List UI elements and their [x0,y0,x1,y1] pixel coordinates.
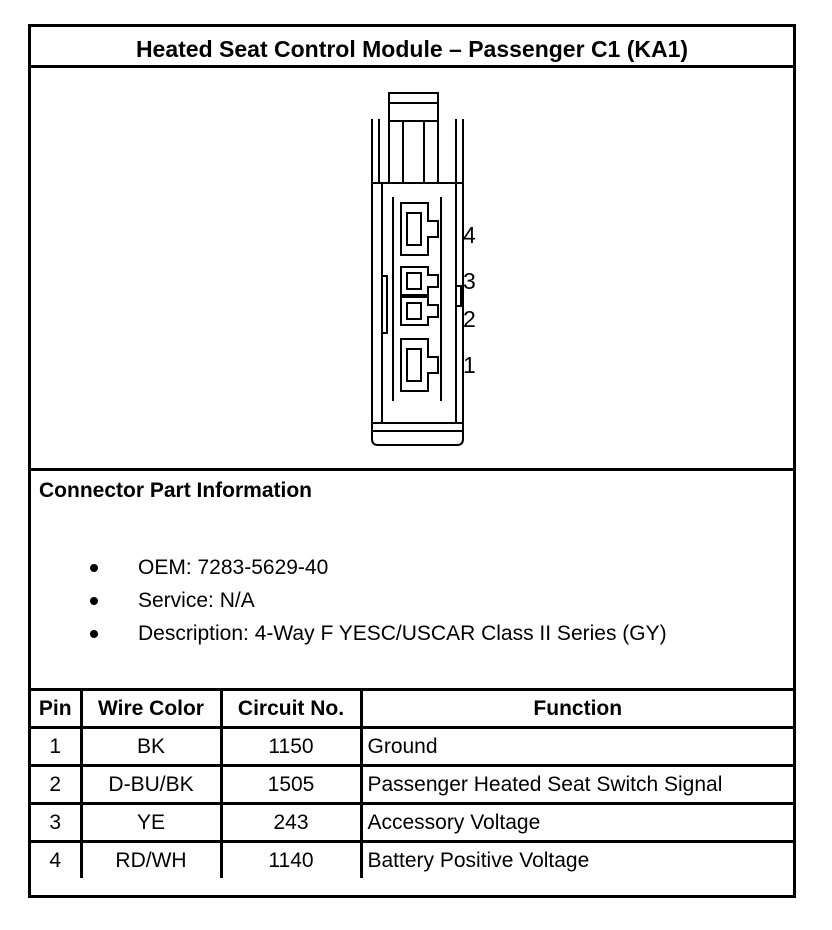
table-row [31,804,793,842]
connector-sheet [28,24,796,898]
table-row [31,842,793,879]
list-item [81,551,667,584]
list-item [81,584,667,617]
table-row [31,728,793,766]
list-item [81,617,667,650]
pin-cell: 4 [31,842,81,879]
header-pin: Pin [31,691,81,728]
pin-label-4: 4 [463,222,476,248]
bullet-icon [90,597,98,605]
pinout-table [31,691,793,878]
diagram-divider [31,468,793,471]
header-circuit: Circuit No. [221,691,361,728]
pin-cell: 3 [31,804,81,842]
bullet-icon [90,564,98,572]
bullet-icon [90,630,98,638]
wire-color-cell: D-BU/BK [81,766,221,804]
header-function: Function [361,691,793,728]
wire-color-cell: BK [81,728,221,766]
wire-color-cell: RD/WH [81,842,221,879]
pin-cell: 1 [31,728,81,766]
title-divider [31,65,793,68]
function-cell: Ground [361,728,793,766]
wire-color-cell: YE [81,804,221,842]
connector-info-list [81,551,667,650]
function-cell: Passenger Heated Seat Switch Signal [361,766,793,804]
table-row [31,766,793,804]
circuit-cell: 1505 [221,766,361,804]
connector-diagram [31,71,793,471]
connector-outline [372,93,463,445]
function-cell: Accessory Voltage [361,804,793,842]
oem-text: OEM: 7283-5629-40 [138,556,329,579]
pin-label-3: 3 [463,268,476,294]
description-text: Description: 4-Way F YESC/USCAR Class II Series (GY) [138,622,667,645]
function-cell: Battery Positive Voltage [361,842,793,879]
pin-cell: 2 [31,766,81,804]
circuit-cell: 1150 [221,728,361,766]
page-title: Heated Seat Control Module – Passenger C1 (KA1) [135,36,689,62]
header-wire-color: Wire Color [81,691,221,728]
pin-label-2: 2 [463,306,476,332]
table-header-row [31,691,793,728]
pin-label-1: 1 [463,352,476,378]
circuit-cell: 1140 [221,842,361,879]
circuit-cell: 243 [221,804,361,842]
connector-info-heading: Connector Part Information [39,479,313,502]
service-text: Service: N/A [138,589,255,612]
